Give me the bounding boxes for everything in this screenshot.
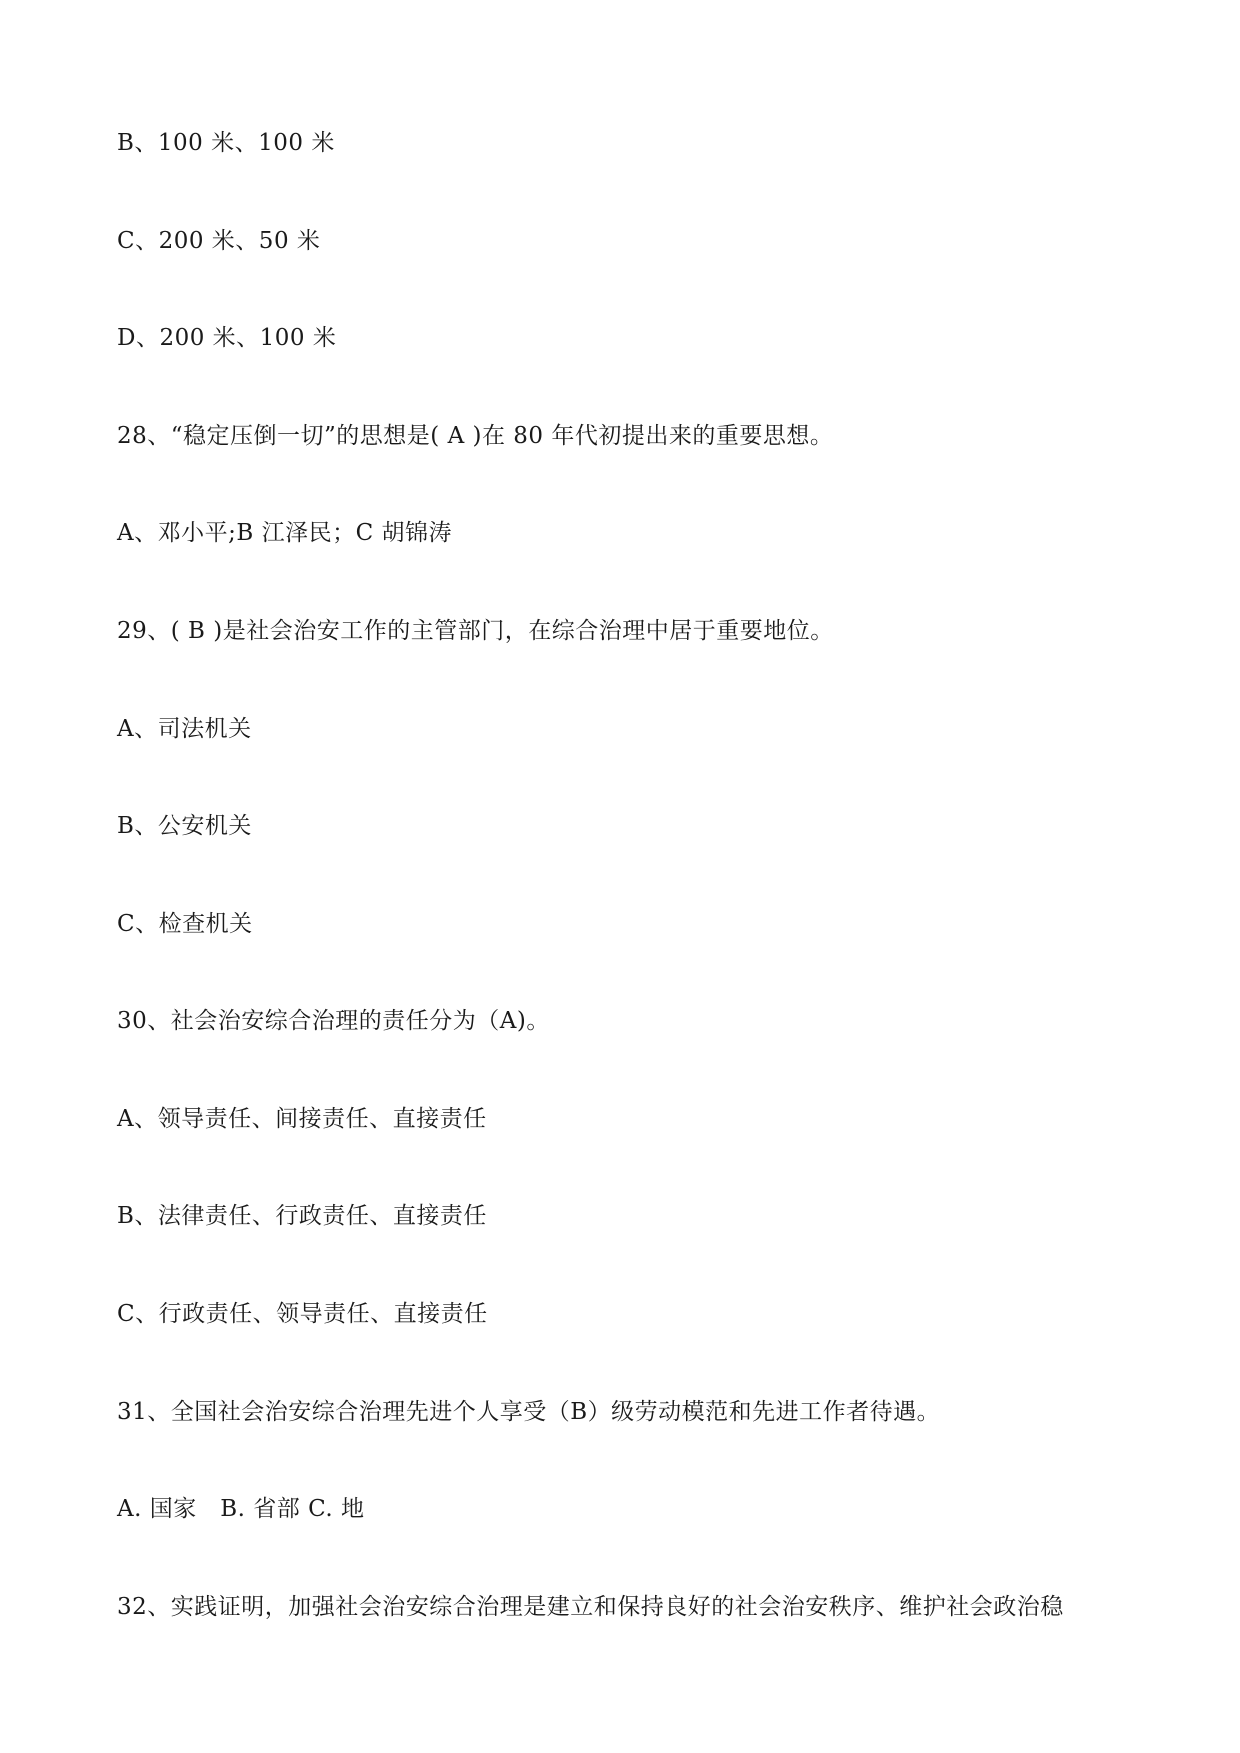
- options-q28: A、邓小平;B 江泽民；C 胡锦涛: [117, 520, 452, 546]
- question-28: 28、“稳定压倒一切”的思想是( A )在 80 年代初提出来的重要思想。: [117, 423, 834, 449]
- question-31: 31、全国社会治安综合治理先进个人享受（B）级劳动模范和先进工作者待遇。: [117, 1399, 941, 1425]
- option-c-q30: C、行政责任、领导责任、直接责任: [117, 1301, 488, 1327]
- option-b-q29: B、公安机关: [117, 813, 252, 839]
- options-q31: A. 国家 B. 省部 C. 地: [117, 1496, 365, 1522]
- option-b-q27: B、100 米、100 米: [117, 130, 335, 156]
- question-30: 30、社会治安综合治理的责任分为（A)。: [117, 1008, 550, 1034]
- question-29: 29、( B )是社会治安工作的主管部门，在综合治理中居于重要地位。: [117, 618, 834, 644]
- question-32: 32、实践证明，加强社会治安综合治理是建立和保持良好的社会治安秩序、维护社会政治稳: [117, 1594, 1064, 1620]
- option-a-q30: A、领导责任、间接责任、直接责任: [117, 1106, 487, 1132]
- option-b-q30: B、法律责任、行政责任、直接责任: [117, 1203, 487, 1229]
- option-a-q29: A、司法机关: [117, 716, 252, 742]
- option-d-q27: D、200 米、100 米: [117, 325, 337, 351]
- option-c-q29: C、检查机关: [117, 911, 253, 937]
- option-c-q27: C、200 米、50 米: [117, 228, 321, 254]
